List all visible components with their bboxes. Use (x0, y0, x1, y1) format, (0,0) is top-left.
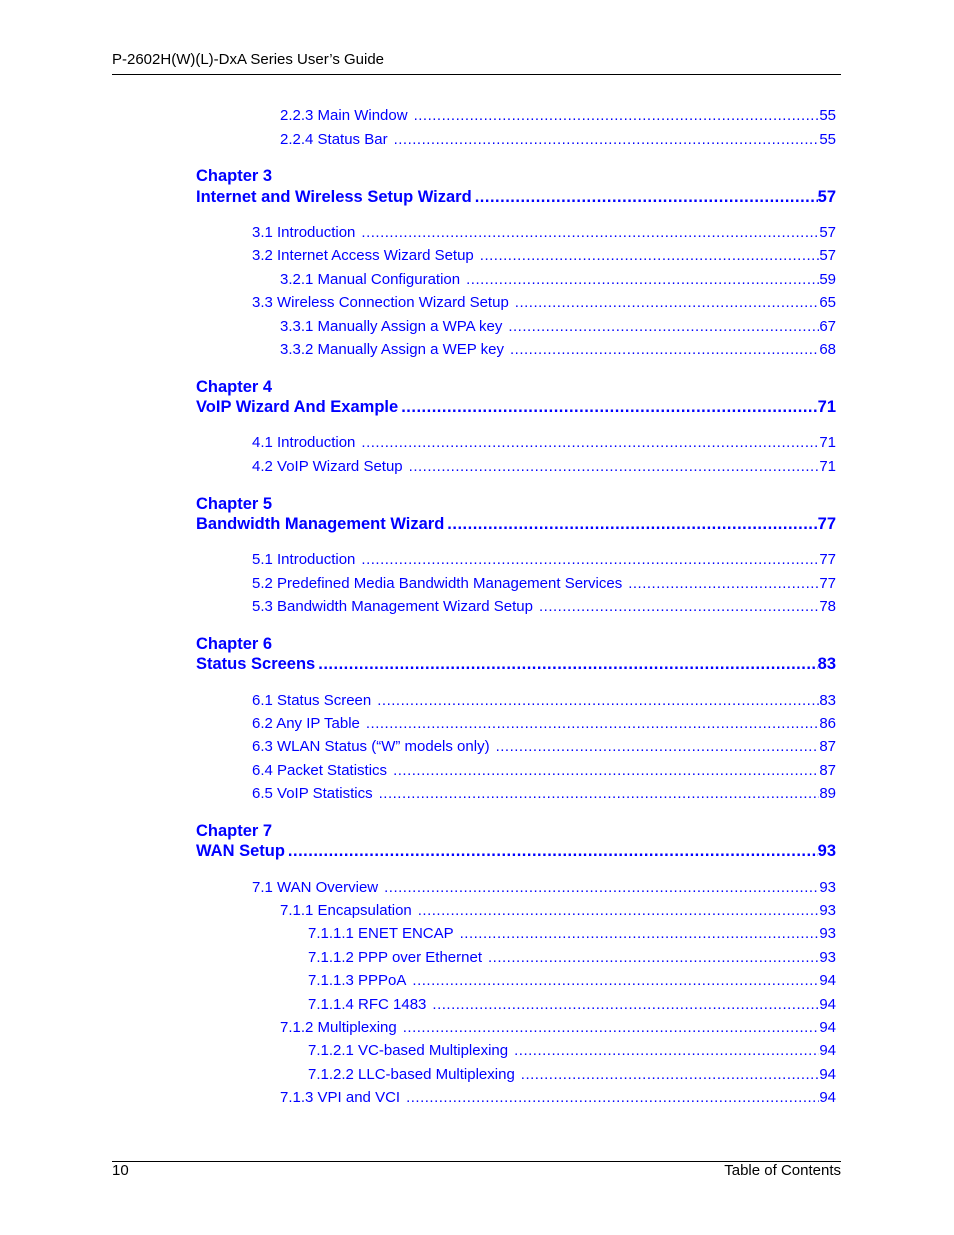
toc-entry-label: 3.3.2 Manually Assign a WEP key (280, 341, 505, 358)
toc-entry-label: 6.2 Any IP Table (252, 715, 360, 732)
toc-entry-3-3-1[interactable] (280, 318, 836, 336)
dot-leader (361, 551, 819, 569)
chapter-6-title-link[interactable] (196, 654, 836, 674)
toc-entry-page: 55 (819, 107, 836, 124)
chapter-title: VoIP Wizard And Example (196, 398, 399, 416)
toc-entry-page: 57 (819, 247, 836, 264)
toc-entry-page: 55 (819, 131, 836, 148)
dot-leader (318, 654, 817, 674)
chapter-title: WAN Setup (196, 842, 285, 860)
toc-entry-label: 6.5 VoIP Statistics (252, 785, 373, 802)
toc-entry-6-5[interactable] (252, 785, 836, 803)
toc-entry-5-2[interactable] (252, 575, 836, 593)
chapter-4-title-link[interactable] (196, 397, 836, 417)
toc-entry-page: 68 (819, 341, 836, 358)
toc-entry-label: 5.1 Introduction (252, 551, 356, 568)
toc-entry-4-1[interactable] (252, 434, 836, 452)
chapter-3-label: Chapter 3 (196, 167, 273, 185)
header-rule (112, 74, 841, 75)
dot-leader (515, 294, 820, 312)
dot-leader (475, 187, 818, 207)
footer-section-title: Table of Contents (724, 1162, 841, 1179)
toc-entry-page: 94 (819, 1042, 836, 1059)
toc-entry-7-1-3[interactable] (280, 1089, 836, 1107)
toc-entry-label: 2.2.3 Main Window (280, 107, 408, 124)
chapter-3-title-link[interactable] (196, 187, 836, 207)
toc-entry-label: 7.1.1.1 ENET ENCAP (308, 925, 454, 942)
toc-entry-6-2[interactable] (252, 715, 836, 733)
dot-leader (418, 902, 820, 920)
dot-leader (377, 692, 819, 710)
toc-entry-page: 77 (819, 575, 836, 592)
dot-leader (539, 598, 819, 616)
dot-leader (361, 434, 819, 452)
toc-entry-page: 94 (819, 996, 836, 1013)
toc-entry-page: 71 (819, 458, 836, 475)
dot-leader (288, 841, 818, 861)
toc-entry-label: 7.1.1.4 RFC 1483 (308, 996, 427, 1013)
toc-entry-page: 93 (819, 902, 836, 919)
toc-entry-page: 93 (819, 949, 836, 966)
dot-leader (521, 1066, 820, 1084)
dot-leader (384, 879, 819, 897)
chapter-page: 77 (817, 515, 836, 533)
toc-entry-page: 94 (819, 1089, 836, 1106)
toc-entry-label: 4.1 Introduction (252, 434, 356, 451)
toc-entry-7-1-1-3[interactable] (308, 972, 836, 990)
toc-entry-label: 3.3 Wireless Connection Wizard Setup (252, 294, 509, 311)
running-header-title: P-2602H(W)(L)-DxA Series User’s Guide (112, 51, 385, 68)
toc-entry-label: 6.1 Status Screen (252, 692, 372, 709)
dot-leader (628, 575, 819, 593)
dot-leader (409, 458, 820, 476)
toc-entry-7-1-1-4[interactable] (308, 996, 836, 1014)
toc-entry-6-4[interactable] (252, 762, 836, 780)
toc-entry-6-1[interactable] (252, 692, 836, 710)
toc-entry-page: 77 (819, 551, 836, 568)
toc-entry-6-3[interactable] (252, 738, 836, 756)
dot-leader (394, 131, 820, 149)
dot-leader (393, 762, 819, 780)
chapter-5-label: Chapter 5 (196, 495, 273, 513)
toc-entry-page: 67 (819, 318, 836, 335)
toc-entry-label: 7.1.1.3 PPPoA (308, 972, 407, 989)
toc-entry-label: 5.3 Bandwidth Management Wizard Setup (252, 598, 533, 615)
toc-entry-page: 94 (819, 972, 836, 989)
toc-entry-label: 7.1.2.1 VC-based Multiplexing (308, 1042, 509, 1059)
dot-leader (466, 271, 819, 289)
toc-entry-label: 2.2.4 Status Bar (280, 131, 388, 148)
toc-entry-3-2-1[interactable] (280, 271, 836, 289)
chapter-4-label: Chapter 4 (196, 378, 273, 396)
toc-entry-label: 6.4 Packet Statistics (252, 762, 388, 779)
toc-entry-3-1[interactable] (252, 224, 836, 242)
toc-entry-7-1-1[interactable] (280, 902, 836, 920)
toc-entry-label: 7.1.1.2 PPP over Ethernet (308, 949, 483, 966)
dot-leader (412, 972, 819, 990)
dot-leader (447, 514, 817, 534)
dot-leader (361, 224, 819, 242)
toc-entry-label: 3.2 Internet Access Wizard Setup (252, 247, 474, 264)
toc-entry-7-1-1-2[interactable] (308, 949, 836, 967)
toc-entry-page: 87 (819, 762, 836, 779)
chapter-page: 71 (817, 398, 836, 416)
dot-leader (432, 996, 819, 1014)
toc-entry-5-3[interactable] (252, 598, 836, 616)
toc-entry-label: 7.1.2 Multiplexing (280, 1019, 397, 1036)
chapter-title: Bandwidth Management Wizard (196, 515, 445, 533)
toc-entry-page: 83 (819, 692, 836, 709)
dot-leader (379, 785, 820, 803)
chapter-title: Status Screens (196, 655, 316, 673)
chapter-6-label: Chapter 6 (196, 635, 273, 653)
toc-entry-7-1-1-1[interactable] (308, 925, 836, 943)
dot-leader (401, 397, 817, 417)
toc-entry-page: 78 (819, 598, 836, 615)
chapter-page: 93 (817, 842, 836, 860)
chapter-page: 83 (817, 655, 836, 673)
toc-entry-label: 3.2.1 Manual Configuration (280, 271, 461, 288)
toc-entry-label: 7.1.2.2 LLC-based Multiplexing (308, 1066, 515, 1083)
toc-entry-label: 6.3 WLAN Status (“W” models only) (252, 738, 490, 755)
toc-entry-label: 7.1 WAN Overview (252, 879, 379, 896)
toc-entry-page: 86 (819, 715, 836, 732)
dot-leader (514, 1042, 819, 1060)
toc-entry-page: 89 (819, 785, 836, 802)
toc-entry-7-1-2-2[interactable] (308, 1066, 836, 1084)
toc-entry-7-1[interactable] (252, 879, 836, 897)
dot-leader (496, 738, 820, 756)
toc-entry-label: 5.2 Predefined Media Bandwidth Management Services (252, 575, 623, 592)
toc-entry-label: 7.1.3 VPI and VCI (280, 1089, 401, 1106)
dot-leader (480, 247, 820, 265)
dot-leader (508, 318, 819, 336)
toc-entry-page: 94 (819, 1019, 836, 1036)
dot-leader (406, 1089, 819, 1107)
chapter-7-label: Chapter 7 (196, 822, 273, 840)
toc-entry-page: 87 (819, 738, 836, 755)
dot-leader (414, 107, 820, 125)
toc-entry-3-3-2[interactable] (280, 341, 836, 359)
toc-entry-3-2[interactable] (252, 247, 836, 265)
toc-entry-page: 71 (819, 434, 836, 451)
toc-entry-label: 4.2 VoIP Wizard Setup (252, 458, 403, 475)
dot-leader (366, 715, 819, 733)
toc-entry-label: 3.1 Introduction (252, 224, 356, 241)
chapter-title: Internet and Wireless Setup Wizard (196, 188, 472, 206)
toc-entry-2-2-4[interactable] (280, 131, 836, 149)
toc-entry-page: 94 (819, 1066, 836, 1083)
toc-entry-page: 93 (819, 925, 836, 942)
toc-entry-label: 3.3.1 Manually Assign a WPA key (280, 318, 503, 335)
toc-entry-label: 7.1.1 Encapsulation (280, 902, 412, 919)
toc-entry-page: 57 (819, 224, 836, 241)
chapter-5-title-link[interactable] (196, 514, 836, 534)
chapter-7-title-link[interactable] (196, 841, 836, 861)
toc-entry-7-1-2[interactable] (280, 1019, 836, 1037)
toc-entry-2-2-3[interactable] (280, 107, 836, 125)
chapter-page: 57 (817, 188, 836, 206)
dot-leader (460, 925, 820, 943)
dot-leader (488, 949, 819, 967)
toc-entry-page: 93 (819, 879, 836, 896)
toc-entry-7-1-2-1[interactable] (308, 1042, 836, 1060)
dot-leader (510, 341, 819, 359)
dot-leader (403, 1019, 820, 1037)
toc-entry-3-3[interactable] (252, 294, 836, 312)
toc-entry-5-1[interactable] (252, 551, 836, 569)
footer-page-number: 10 (112, 1162, 129, 1179)
toc-entry-4-2[interactable] (252, 458, 836, 476)
toc-entry-page: 59 (819, 271, 836, 288)
toc-entry-page: 65 (819, 294, 836, 311)
